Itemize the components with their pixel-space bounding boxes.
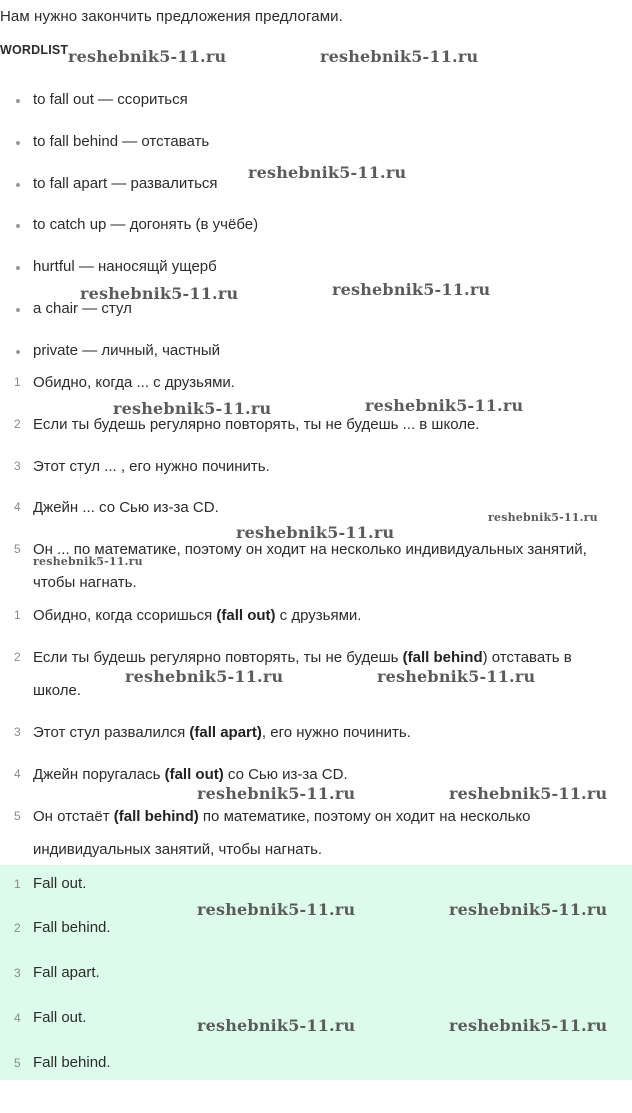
watermark: reshebnik5-11.ru bbox=[449, 1016, 608, 1035]
watermark: reshebnik5-11.ru bbox=[80, 284, 239, 303]
watermark: reshebnik5-11.ru bbox=[68, 47, 227, 66]
bullet-icon bbox=[16, 224, 20, 228]
answers-block: 1 Fall out. 2 Fall behind. 3 Fall apart. 4 Fall out. 5 Fall behind. bbox=[0, 865, 632, 1080]
watermark: reshebnik5-11.ru bbox=[197, 784, 356, 803]
watermark: reshebnik5-11.ru bbox=[449, 900, 608, 919]
bullet-icon bbox=[16, 99, 20, 103]
watermark: reshebnik5-11.ru bbox=[377, 667, 536, 686]
watermark: reshebnik5-11.ru bbox=[113, 399, 272, 418]
bullet-icon bbox=[16, 266, 20, 270]
watermark: reshebnik5-11.ru bbox=[320, 47, 479, 66]
bullet-icon bbox=[16, 141, 20, 145]
watermark: reshebnik5-11.ru bbox=[33, 555, 143, 568]
watermark: reshebnik5-11.ru bbox=[236, 523, 395, 542]
bullet-icon bbox=[16, 183, 20, 187]
wordlist-title: WORDLIST bbox=[0, 43, 69, 57]
watermark: reshebnik5-11.ru bbox=[197, 900, 356, 919]
watermark: reshebnik5-11.ru bbox=[365, 396, 524, 415]
watermark: reshebnik5-11.ru bbox=[125, 667, 284, 686]
watermark: reshebnik5-11.ru bbox=[248, 163, 407, 182]
watermark: reshebnik5-11.ru bbox=[197, 1016, 356, 1035]
watermark: reshebnik5-11.ru bbox=[449, 784, 608, 803]
bullet-icon bbox=[16, 350, 20, 354]
watermark: reshebnik5-11.ru bbox=[332, 280, 491, 299]
watermark: reshebnik5-11.ru bbox=[488, 511, 598, 524]
intro-text: Нам нужно закончить предложения предлогами. bbox=[0, 8, 343, 25]
bullet-icon bbox=[16, 308, 20, 312]
